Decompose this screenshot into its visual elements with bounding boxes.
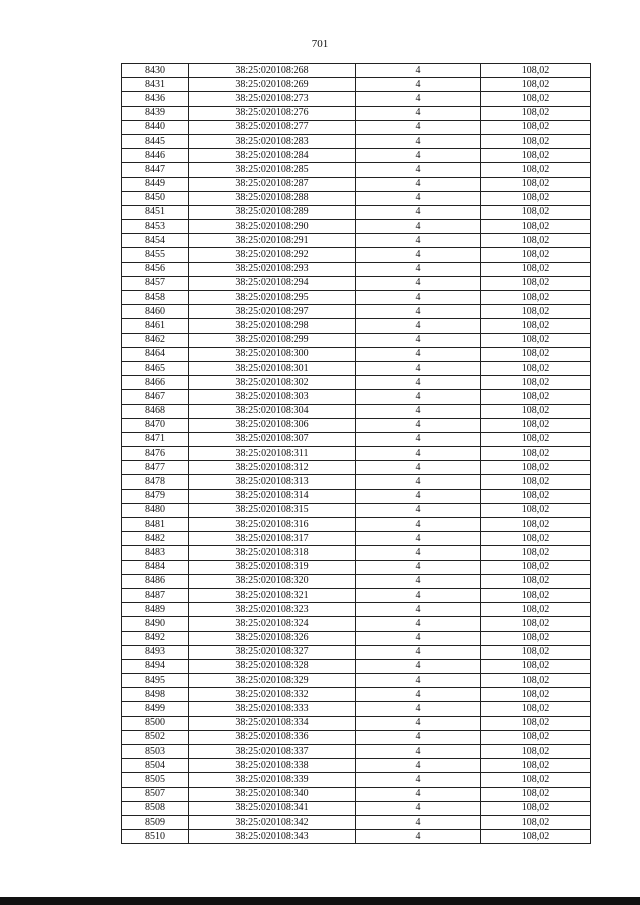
category-cell: 4 (356, 645, 481, 659)
table-row (122, 759, 591, 773)
table-row (122, 319, 591, 333)
record-number-cell: 8481 (122, 518, 189, 532)
area-cell: 108,02 (481, 631, 591, 645)
scan-bottom-edge (0, 897, 640, 905)
record-number-cell: 8453 (122, 220, 189, 234)
record-number-cell: 8486 (122, 574, 189, 588)
cadastral-number-cell: 38:25:020108:316 (189, 518, 356, 532)
area-cell: 108,02 (481, 276, 591, 290)
area-cell: 108,02 (481, 659, 591, 673)
category-cell: 4 (356, 432, 481, 446)
cadastral-number-cell: 38:25:020108:283 (189, 134, 356, 148)
category-cell: 4 (356, 220, 481, 234)
category-cell: 4 (356, 447, 481, 461)
record-number-cell: 8494 (122, 659, 189, 673)
cadastral-number-cell: 38:25:020108:287 (189, 177, 356, 191)
table-row (122, 262, 591, 276)
table-row (122, 617, 591, 631)
table-row (122, 205, 591, 219)
record-number-cell: 8508 (122, 801, 189, 815)
cadastral-number-cell: 38:25:020108:304 (189, 404, 356, 418)
area-cell: 108,02 (481, 205, 591, 219)
record-number-cell: 8480 (122, 503, 189, 517)
area-cell: 108,02 (481, 333, 591, 347)
area-cell: 108,02 (481, 134, 591, 148)
record-number-cell: 8476 (122, 447, 189, 461)
cadastral-number-cell: 38:25:020108:343 (189, 830, 356, 844)
record-number-cell: 8505 (122, 773, 189, 787)
category-cell: 4 (356, 205, 481, 219)
cadastral-number-cell: 38:25:020108:268 (189, 64, 356, 78)
category-cell: 4 (356, 291, 481, 305)
table-row (122, 489, 591, 503)
table-row (122, 92, 591, 106)
record-number-cell: 8477 (122, 461, 189, 475)
table-row (122, 276, 591, 290)
area-cell: 108,02 (481, 702, 591, 716)
table-body (122, 64, 591, 844)
area-cell: 108,02 (481, 418, 591, 432)
table-row (122, 106, 591, 120)
record-number-cell: 8504 (122, 759, 189, 773)
record-number-cell: 8460 (122, 305, 189, 319)
area-cell: 108,02 (481, 149, 591, 163)
record-number-cell: 8467 (122, 390, 189, 404)
category-cell: 4 (356, 489, 481, 503)
table-row (122, 645, 591, 659)
table-row (122, 674, 591, 688)
cadastral-number-cell: 38:25:020108:306 (189, 418, 356, 432)
cadastral-number-cell: 38:25:020108:324 (189, 617, 356, 631)
table-row (122, 730, 591, 744)
record-number-cell: 8495 (122, 674, 189, 688)
category-cell: 4 (356, 532, 481, 546)
cadastral-number-cell: 38:25:020108:318 (189, 546, 356, 560)
record-number-cell: 8461 (122, 319, 189, 333)
cadastral-number-cell: 38:25:020108:326 (189, 631, 356, 645)
table-row (122, 191, 591, 205)
category-cell: 4 (356, 163, 481, 177)
cadastral-number-cell: 38:25:020108:327 (189, 645, 356, 659)
category-cell: 4 (356, 276, 481, 290)
record-number-cell: 8449 (122, 177, 189, 191)
record-number-cell: 8503 (122, 745, 189, 759)
table-row (122, 518, 591, 532)
record-number-cell: 8446 (122, 149, 189, 163)
area-cell: 108,02 (481, 645, 591, 659)
table-row (122, 716, 591, 730)
cadastral-number-cell: 38:25:020108:293 (189, 262, 356, 276)
cadastral-number-cell: 38:25:020108:341 (189, 801, 356, 815)
cadastral-number-cell: 38:25:020108:290 (189, 220, 356, 234)
category-cell: 4 (356, 801, 481, 815)
category-cell: 4 (356, 106, 481, 120)
record-number-cell: 8487 (122, 588, 189, 602)
record-number-cell: 8462 (122, 333, 189, 347)
cadastral-number-cell: 38:25:020108:301 (189, 361, 356, 375)
cadastral-number-cell: 38:25:020108:342 (189, 815, 356, 829)
record-number-cell: 8500 (122, 716, 189, 730)
cadastral-number-cell: 38:25:020108:334 (189, 716, 356, 730)
cadastral-number-cell: 38:25:020108:314 (189, 489, 356, 503)
record-number-cell: 8493 (122, 645, 189, 659)
table-row (122, 390, 591, 404)
table-row (122, 305, 591, 319)
table-row (122, 659, 591, 673)
category-cell: 4 (356, 262, 481, 276)
record-number-cell: 8457 (122, 276, 189, 290)
area-cell: 108,02 (481, 120, 591, 134)
category-cell: 4 (356, 78, 481, 92)
table-row (122, 801, 591, 815)
table-row (122, 78, 591, 92)
table-row (122, 588, 591, 602)
table-row (122, 773, 591, 787)
table-row (122, 376, 591, 390)
table-row (122, 220, 591, 234)
category-cell: 4 (356, 361, 481, 375)
record-number-cell: 8447 (122, 163, 189, 177)
area-cell: 108,02 (481, 773, 591, 787)
area-cell: 108,02 (481, 432, 591, 446)
category-cell: 4 (356, 376, 481, 390)
category-cell: 4 (356, 560, 481, 574)
category-cell: 4 (356, 503, 481, 517)
cadastral-number-cell: 38:25:020108:291 (189, 234, 356, 248)
cadastral-number-cell: 38:25:020108:340 (189, 787, 356, 801)
cadastral-number-cell: 38:25:020108:289 (189, 205, 356, 219)
table-row (122, 532, 591, 546)
record-number-cell: 8490 (122, 617, 189, 631)
area-cell: 108,02 (481, 588, 591, 602)
table-row (122, 815, 591, 829)
record-number-cell: 8456 (122, 262, 189, 276)
area-cell: 108,02 (481, 376, 591, 390)
category-cell: 4 (356, 688, 481, 702)
cadastral-number-cell: 38:25:020108:339 (189, 773, 356, 787)
table-row (122, 177, 591, 191)
category-cell: 4 (356, 773, 481, 787)
area-cell: 108,02 (481, 347, 591, 361)
category-cell: 4 (356, 64, 481, 78)
category-cell: 4 (356, 333, 481, 347)
record-number-cell: 8451 (122, 205, 189, 219)
cadastral-number-cell: 38:25:020108:297 (189, 305, 356, 319)
cadastral-number-cell: 38:25:020108:323 (189, 603, 356, 617)
cadastral-number-cell: 38:25:020108:292 (189, 248, 356, 262)
table-row (122, 787, 591, 801)
record-number-cell: 8478 (122, 475, 189, 489)
cadastral-number-cell: 38:25:020108:298 (189, 319, 356, 333)
area-cell: 108,02 (481, 574, 591, 588)
table-row (122, 134, 591, 148)
cadastral-number-cell: 38:25:020108:285 (189, 163, 356, 177)
category-cell: 4 (356, 830, 481, 844)
category-cell: 4 (356, 716, 481, 730)
cadastral-number-cell: 38:25:020108:303 (189, 390, 356, 404)
cadastral-number-cell: 38:25:020108:317 (189, 532, 356, 546)
area-cell: 108,02 (481, 745, 591, 759)
area-cell: 108,02 (481, 475, 591, 489)
cadastral-number-cell: 38:25:020108:295 (189, 291, 356, 305)
area-cell: 108,02 (481, 461, 591, 475)
cadastral-number-cell: 38:25:020108:299 (189, 333, 356, 347)
cadastral-number-cell: 38:25:020108:269 (189, 78, 356, 92)
table-row (122, 333, 591, 347)
category-cell: 4 (356, 418, 481, 432)
table-row (122, 234, 591, 248)
cadastral-number-cell: 38:25:020108:294 (189, 276, 356, 290)
table-row (122, 447, 591, 461)
category-cell: 4 (356, 745, 481, 759)
table-row (122, 347, 591, 361)
cadastral-number-cell: 38:25:020108:288 (189, 191, 356, 205)
record-number-cell: 8468 (122, 404, 189, 418)
area-cell: 108,02 (481, 234, 591, 248)
cadastral-number-cell: 38:25:020108:321 (189, 588, 356, 602)
cadastral-number-cell: 38:25:020108:302 (189, 376, 356, 390)
category-cell: 4 (356, 319, 481, 333)
area-cell: 108,02 (481, 319, 591, 333)
area-cell: 108,02 (481, 64, 591, 78)
area-cell: 108,02 (481, 546, 591, 560)
area-cell: 108,02 (481, 801, 591, 815)
table-row (122, 702, 591, 716)
record-number-cell: 8430 (122, 64, 189, 78)
table-row (122, 631, 591, 645)
table-row (122, 291, 591, 305)
table-row (122, 745, 591, 759)
table-row (122, 120, 591, 134)
category-cell: 4 (356, 759, 481, 773)
category-cell: 4 (356, 461, 481, 475)
record-number-cell: 8502 (122, 730, 189, 744)
category-cell: 4 (356, 730, 481, 744)
record-number-cell: 8440 (122, 120, 189, 134)
area-cell: 108,02 (481, 361, 591, 375)
record-number-cell: 8464 (122, 347, 189, 361)
category-cell: 4 (356, 191, 481, 205)
category-cell: 4 (356, 787, 481, 801)
area-cell: 108,02 (481, 106, 591, 120)
area-cell: 108,02 (481, 830, 591, 844)
cadastral-number-cell: 38:25:020108:336 (189, 730, 356, 744)
area-cell: 108,02 (481, 787, 591, 801)
table-row (122, 361, 591, 375)
cadastral-number-cell: 38:25:020108:313 (189, 475, 356, 489)
category-cell: 4 (356, 347, 481, 361)
area-cell: 108,02 (481, 78, 591, 92)
table-row (122, 603, 591, 617)
area-cell: 108,02 (481, 716, 591, 730)
area-cell: 108,02 (481, 730, 591, 744)
cadastral-number-cell: 38:25:020108:338 (189, 759, 356, 773)
table-row (122, 546, 591, 560)
cadastral-number-cell: 38:25:020108:277 (189, 120, 356, 134)
category-cell: 4 (356, 518, 481, 532)
record-number-cell: 8466 (122, 376, 189, 390)
record-number-cell: 8455 (122, 248, 189, 262)
category-cell: 4 (356, 659, 481, 673)
record-number-cell: 8509 (122, 815, 189, 829)
table-row (122, 432, 591, 446)
area-cell: 108,02 (481, 390, 591, 404)
category-cell: 4 (356, 134, 481, 148)
cadastral-number-cell: 38:25:020108:307 (189, 432, 356, 446)
category-cell: 4 (356, 234, 481, 248)
table-row (122, 830, 591, 844)
registry-table (121, 63, 591, 844)
cadastral-number-cell: 38:25:020108:315 (189, 503, 356, 517)
cadastral-number-cell: 38:25:020108:333 (189, 702, 356, 716)
cadastral-number-cell: 38:25:020108:329 (189, 674, 356, 688)
cadastral-number-cell: 38:25:020108:320 (189, 574, 356, 588)
category-cell: 4 (356, 588, 481, 602)
table-row (122, 149, 591, 163)
category-cell: 4 (356, 631, 481, 645)
record-number-cell: 8482 (122, 532, 189, 546)
cadastral-number-cell: 38:25:020108:337 (189, 745, 356, 759)
record-number-cell: 8483 (122, 546, 189, 560)
category-cell: 4 (356, 120, 481, 134)
table-row (122, 475, 591, 489)
area-cell: 108,02 (481, 532, 591, 546)
record-number-cell: 8489 (122, 603, 189, 617)
category-cell: 4 (356, 815, 481, 829)
record-number-cell: 8458 (122, 291, 189, 305)
area-cell: 108,02 (481, 617, 591, 631)
area-cell: 108,02 (481, 674, 591, 688)
area-cell: 108,02 (481, 560, 591, 574)
table-row (122, 163, 591, 177)
table-row (122, 503, 591, 517)
page-number: 701 (311, 38, 329, 50)
cadastral-number-cell: 38:25:020108:332 (189, 688, 356, 702)
category-cell: 4 (356, 404, 481, 418)
area-cell: 108,02 (481, 688, 591, 702)
record-number-cell: 8439 (122, 106, 189, 120)
category-cell: 4 (356, 248, 481, 262)
cadastral-number-cell: 38:25:020108:300 (189, 347, 356, 361)
record-number-cell: 8484 (122, 560, 189, 574)
table-row (122, 404, 591, 418)
area-cell: 108,02 (481, 262, 591, 276)
record-number-cell: 8465 (122, 361, 189, 375)
record-number-cell: 8445 (122, 134, 189, 148)
record-number-cell: 8510 (122, 830, 189, 844)
record-number-cell: 8471 (122, 432, 189, 446)
record-number-cell: 8499 (122, 702, 189, 716)
table-row (122, 461, 591, 475)
table-row (122, 574, 591, 588)
area-cell: 108,02 (481, 489, 591, 503)
table-row (122, 688, 591, 702)
category-cell: 4 (356, 475, 481, 489)
area-cell: 108,02 (481, 404, 591, 418)
area-cell: 108,02 (481, 191, 591, 205)
cadastral-number-cell: 38:25:020108:319 (189, 560, 356, 574)
record-number-cell: 8479 (122, 489, 189, 503)
category-cell: 4 (356, 390, 481, 404)
category-cell: 4 (356, 305, 481, 319)
category-cell: 4 (356, 546, 481, 560)
area-cell: 108,02 (481, 447, 591, 461)
area-cell: 108,02 (481, 518, 591, 532)
area-cell: 108,02 (481, 603, 591, 617)
category-cell: 4 (356, 617, 481, 631)
table-row (122, 418, 591, 432)
table-row (122, 248, 591, 262)
area-cell: 108,02 (481, 759, 591, 773)
category-cell: 4 (356, 177, 481, 191)
category-cell: 4 (356, 603, 481, 617)
category-cell: 4 (356, 149, 481, 163)
table-row (122, 64, 591, 78)
record-number-cell: 8436 (122, 92, 189, 106)
table-row (122, 560, 591, 574)
area-cell: 108,02 (481, 291, 591, 305)
record-number-cell: 8492 (122, 631, 189, 645)
cadastral-number-cell: 38:25:020108:273 (189, 92, 356, 106)
area-cell: 108,02 (481, 305, 591, 319)
cadastral-number-cell: 38:25:020108:312 (189, 461, 356, 475)
record-number-cell: 8470 (122, 418, 189, 432)
area-cell: 108,02 (481, 815, 591, 829)
cadastral-number-cell: 38:25:020108:284 (189, 149, 356, 163)
cadastral-number-cell: 38:25:020108:276 (189, 106, 356, 120)
area-cell: 108,02 (481, 220, 591, 234)
record-number-cell: 8498 (122, 688, 189, 702)
area-cell: 108,02 (481, 163, 591, 177)
category-cell: 4 (356, 92, 481, 106)
area-cell: 108,02 (481, 503, 591, 517)
area-cell: 108,02 (481, 92, 591, 106)
cadastral-number-cell: 38:25:020108:311 (189, 447, 356, 461)
area-cell: 108,02 (481, 177, 591, 191)
category-cell: 4 (356, 674, 481, 688)
category-cell: 4 (356, 702, 481, 716)
record-number-cell: 8431 (122, 78, 189, 92)
area-cell: 108,02 (481, 248, 591, 262)
record-number-cell: 8454 (122, 234, 189, 248)
category-cell: 4 (356, 574, 481, 588)
record-number-cell: 8450 (122, 191, 189, 205)
cadastral-number-cell: 38:25:020108:328 (189, 659, 356, 673)
record-number-cell: 8507 (122, 787, 189, 801)
